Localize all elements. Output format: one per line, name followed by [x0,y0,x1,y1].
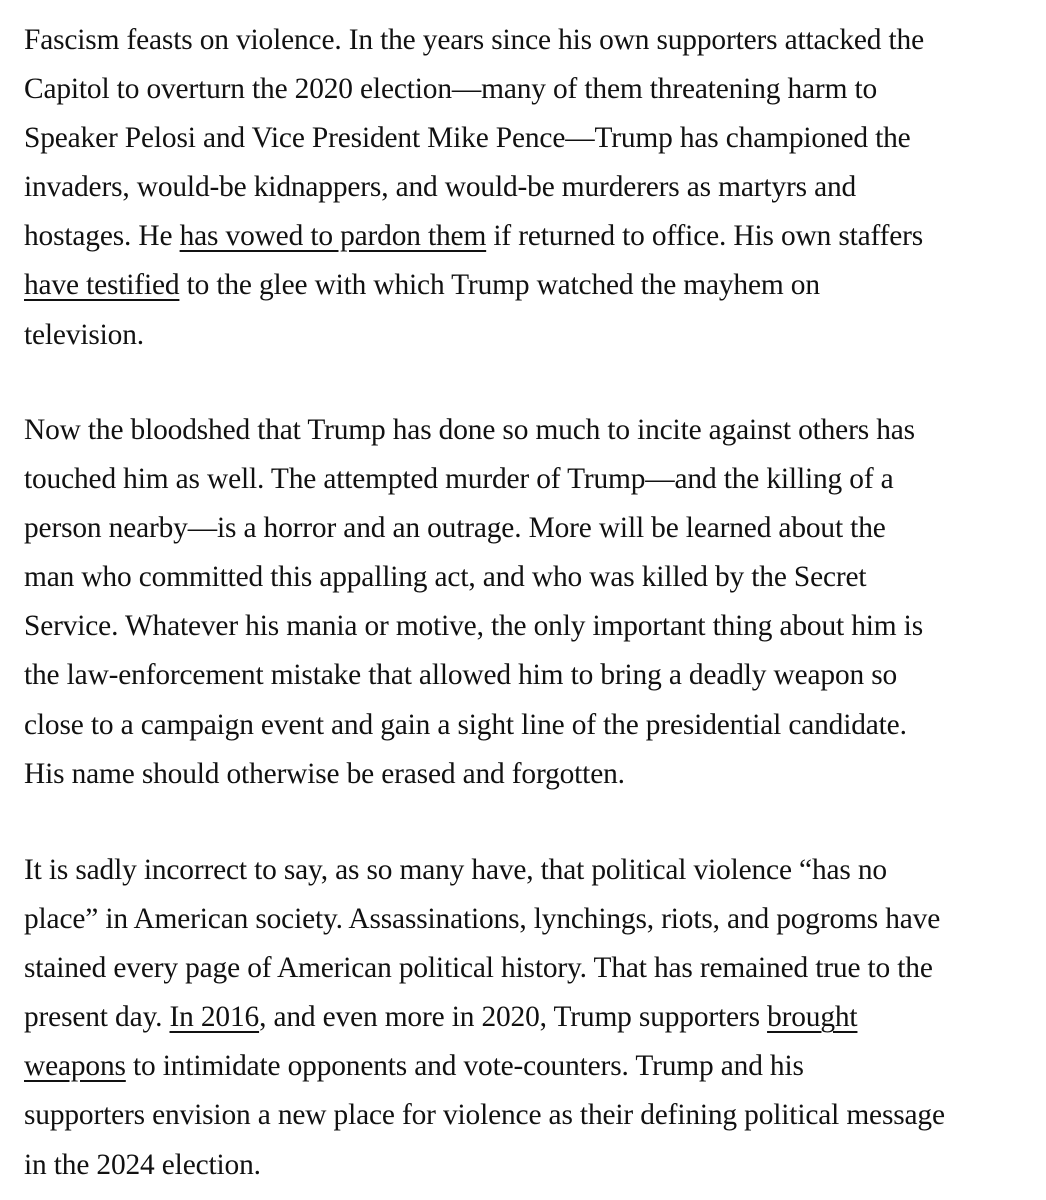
text-line [24,504,923,553]
text-run: place” in American society. Assassinations, lynchings, riots, and pogroms have [24,903,941,936]
text-line [24,944,945,993]
text-run: , and even more in 2020, Trump supporters [259,1001,768,1034]
text-run: person nearby—is a horror and an outrage. More will be learned about the [24,512,886,545]
text-run: His name should otherwise be erased and forgotten. [24,757,625,790]
text-line [24,65,924,114]
inline-link[interactable]: have testified [24,269,180,302]
text-line [24,163,924,212]
text-run: to intimidate opponents and vote-counters. Trump and his [125,1050,804,1083]
text-line [24,1091,945,1140]
inline-link[interactable]: weapons [24,1050,126,1083]
text-run: Fascism feasts on violence. In the years since his own supporters attacked the [24,24,924,56]
text-run: close to a campaign event and gain a sight line of the presidential candidate. [24,708,907,741]
text-line [24,553,923,602]
text-run: hostages. He [24,220,180,253]
text-line [24,895,945,944]
inline-link[interactable]: In 2016 [169,1001,260,1034]
text-run: television. [24,318,144,351]
text-line [24,1141,945,1190]
text-line [24,701,923,750]
text-line [24,455,923,504]
text-line [24,651,923,700]
text-run: in the 2024 election. [24,1148,261,1181]
text-line [24,311,924,360]
text-run: touched him as well. The attempted murder of Trump—and the killing of a [24,463,894,496]
text-line [24,261,924,310]
text-run: the law-enforcement mistake that allowed him to bring a deadly weapon so [24,659,898,692]
text-run: Now the bloodshed that Trump has done so much to incite against others has [24,414,915,446]
text-line [24,846,945,895]
paragraph-2 [24,406,923,799]
text-line [24,212,924,261]
inline-link[interactable]: brought [767,1001,858,1034]
inline-link[interactable]: has vowed to pardon them [179,220,487,253]
text-run: invaders, would-be kidnappers, and would-be murderers as martyrs and [24,171,857,204]
text-line [24,406,923,455]
text-line [24,114,924,163]
text-line [24,993,945,1042]
text-run: Capitol to overturn the 2020 election—many of them threatening harm to [24,73,878,106]
text-run: stained every page of American political history. That has remained true to the [24,952,933,985]
paragraph-1 [24,16,924,360]
text-line [24,16,924,65]
text-line [24,750,923,799]
paragraph-3 [24,846,945,1190]
text-run: It is sadly incorrect to say, as so many have, that political violence “has no [24,854,887,886]
text-run: to the glee with which Trump watched the mayhem on [179,269,820,302]
text-run: present day. [24,1001,170,1034]
text-line [24,602,923,651]
text-run: Service. Whatever his mania or motive, the only important thing about him is [24,610,923,643]
text-run: supporters envision a new place for violence as their defining political message [24,1099,945,1132]
text-line [24,1042,945,1091]
text-run: man who committed this appalling act, and who was killed by the Secret [24,561,867,594]
text-run: if returned to office. His own staffers [486,220,924,253]
text-run: Speaker Pelosi and Vice President Mike Pence—Trump has championed the [24,122,911,155]
